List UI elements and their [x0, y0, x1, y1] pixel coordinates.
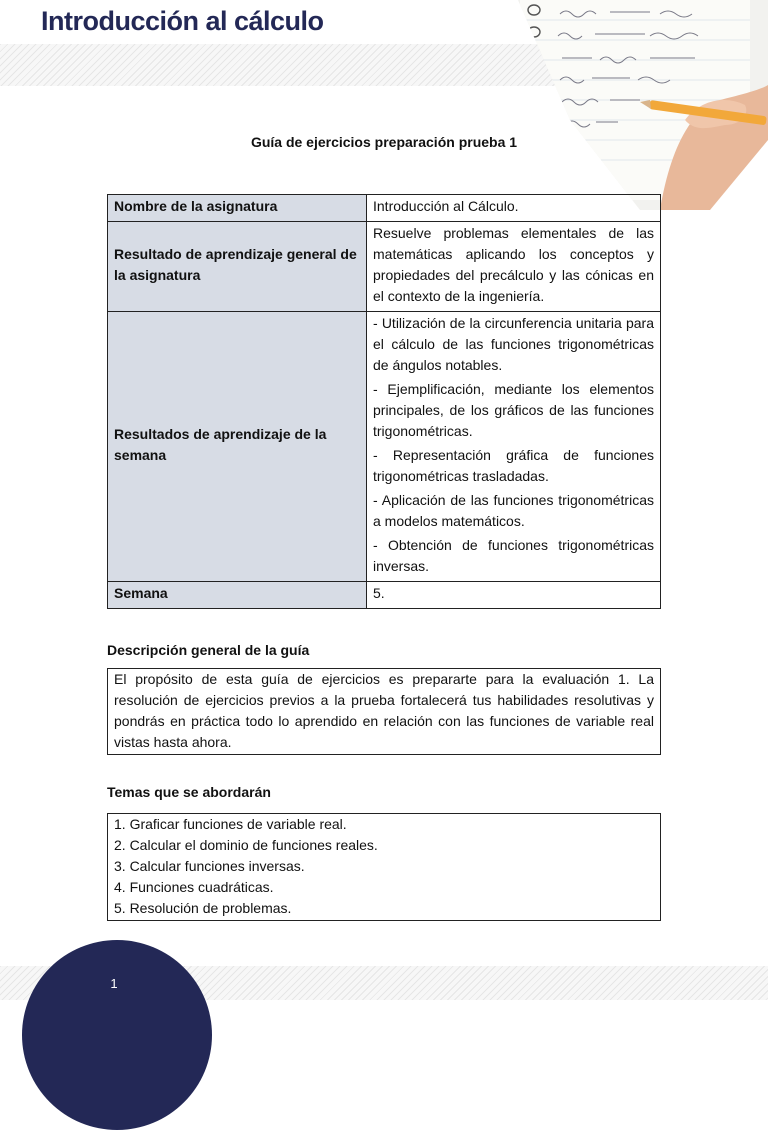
- description-text: El propósito de esta guía de ejercicios es prepararte para la evaluación 1. La resolución de ejercicios previos a la prueba fortalecerá tus habilidades resolutivas y pondrás en práctica todo lo aprendido en relación con las funciones de variable real vistas hasta ahora.: [114, 671, 654, 750]
- topics-list: [114, 814, 654, 919]
- row-label: Resultados de aprendizaje de la semana: [108, 312, 367, 582]
- course-info-table: [107, 194, 661, 609]
- row-value: Resuelve problemas elementales de las matemáticas aplicando los conceptos y propiedades del precálculo y las cónicas en el contexto de la ingeniería.: [367, 222, 661, 312]
- row-value: Introducción al Cálculo.: [367, 195, 661, 222]
- table-row: [108, 195, 661, 222]
- list-item: 2. Calcular el dominio de funciones reales.: [114, 837, 378, 853]
- row-value: 5.: [367, 582, 661, 609]
- table-row: [108, 582, 661, 609]
- header-title: Introducción al cálculo: [41, 6, 324, 36]
- list-item: 4. Funciones cuadráticas.: [114, 879, 274, 895]
- page-number-circle: [22, 940, 212, 1130]
- row-label: Resultado de aprendizaje general de la asignatura: [108, 222, 367, 312]
- topics-heading: Temas que se abordarán: [107, 784, 271, 800]
- list-item: - Ejemplificación, mediante los elementos principales, de los gráficos de las funciones trigonométricas.: [373, 381, 654, 439]
- list-item: - Aplicación de las funciones trigonométricas a modelos matemáticos.: [373, 492, 654, 529]
- math-notebook-photo: [500, 0, 768, 210]
- page-number: 1: [110, 976, 118, 991]
- row-label: Semana: [108, 582, 367, 609]
- list-item: 5. Resolución de problemas.: [114, 900, 292, 916]
- list-item: - Obtención de funciones trigonométricas inversas.: [373, 537, 654, 574]
- description-heading: Descripción general de la guía: [107, 642, 310, 658]
- topics-box: [107, 813, 661, 921]
- list-item: 1. Graficar funciones de variable real.: [114, 816, 347, 832]
- document-title: Guía de ejercicios preparación prueba 1: [250, 134, 518, 150]
- list-item: 3. Calcular funciones inversas.: [114, 858, 305, 874]
- table-row: [108, 312, 661, 582]
- list-item: - Utilización de la circunferencia unitaria para el cálculo de las funciones trigonométricas de ángulos notables.: [373, 315, 654, 373]
- table-row: [108, 222, 661, 312]
- description-box: [107, 668, 661, 755]
- row-label: Nombre de la asignatura: [108, 195, 367, 222]
- list-item: - Representación gráfica de funciones trigonométricas trasladadas.: [373, 447, 654, 484]
- learning-outcomes-list: [367, 312, 661, 582]
